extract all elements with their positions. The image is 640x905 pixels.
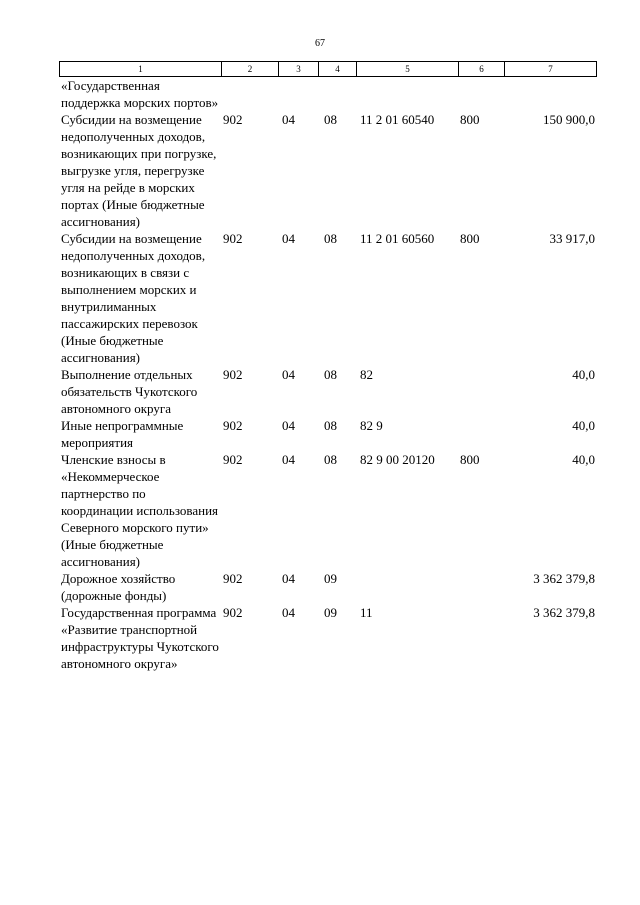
row-rz xyxy=(278,77,318,111)
row-sum: 40,0 xyxy=(572,367,595,382)
table-row xyxy=(59,77,597,111)
row-sum xyxy=(504,77,595,111)
row-vr xyxy=(458,417,504,451)
row-ved: 902 xyxy=(223,231,243,246)
header-col-6: 6 xyxy=(459,62,505,76)
row-rz: 04 xyxy=(282,418,295,433)
row-csr xyxy=(356,77,458,111)
row-vr: 800 xyxy=(460,231,480,246)
table-row xyxy=(59,604,597,672)
row-rz: 04 xyxy=(282,231,295,246)
row-csr: 11 2 01 60560 xyxy=(360,231,435,246)
row-csr: 82 9 00 20120 xyxy=(360,452,435,467)
row-sum: 33 917,0 xyxy=(549,231,595,246)
table-row xyxy=(59,417,597,451)
row-rz: 04 xyxy=(282,571,295,586)
row-ved: 902 xyxy=(223,452,243,467)
header-col-1: 1 xyxy=(60,62,222,76)
row-rz: 04 xyxy=(282,605,295,620)
table-body xyxy=(59,77,597,672)
row-vr xyxy=(458,570,504,604)
row-name: Иные непрограммные мероприятия xyxy=(61,418,184,450)
table-row xyxy=(59,111,597,230)
row-pr: 09 xyxy=(324,605,337,620)
row-csr: 82 xyxy=(360,367,373,382)
row-ved: 902 xyxy=(223,418,243,433)
row-pr: 08 xyxy=(324,452,337,467)
row-ved: 902 xyxy=(223,571,243,586)
row-vr xyxy=(458,604,504,672)
row-sum: 150 900,0 xyxy=(543,112,595,127)
row-name: Государственная программа «Развитие транспортной инфраструктуры Чукотского автономного округа» xyxy=(61,605,219,671)
row-pr xyxy=(318,77,356,111)
row-name: Дорожное хозяйство (дорожные фонды) xyxy=(61,571,176,603)
row-sum: 3 362 379,8 xyxy=(533,571,595,586)
header-col-2: 2 xyxy=(222,62,279,76)
row-sum: 40,0 xyxy=(572,452,595,467)
row-rz: 04 xyxy=(282,367,295,382)
row-rz: 04 xyxy=(282,452,295,467)
header-col-4: 4 xyxy=(319,62,357,76)
row-name: Субсидии на возмещение недополученных доходов, возникающих при погрузке, выгрузке угля, перегрузке угля на рейде в морских портах (Иные бюджетные ассигнования) xyxy=(61,112,217,229)
row-rz: 04 xyxy=(282,112,295,127)
table-header xyxy=(59,61,597,77)
row-ved: 902 xyxy=(223,112,243,127)
row-sum: 40,0 xyxy=(572,418,595,433)
header-col-3: 3 xyxy=(279,62,319,76)
row-csr: 11 xyxy=(360,605,373,620)
row-pr: 08 xyxy=(324,112,337,127)
row-csr xyxy=(356,570,458,604)
table-row xyxy=(59,570,597,604)
table-row xyxy=(59,230,597,366)
header-col-7: 7 xyxy=(548,64,553,74)
header-col-5: 5 xyxy=(357,62,459,76)
row-name: «Государственная поддержка морских портов» xyxy=(61,78,219,110)
row-ved: 902 xyxy=(223,367,243,382)
row-name: Членские взносы в «Некоммерческое партнерство по координации использования Северного морского пути» (Иные бюджетные ассигнования) xyxy=(61,452,219,569)
row-pr: 08 xyxy=(324,418,337,433)
page-number: 67 xyxy=(315,38,325,49)
row-pr: 08 xyxy=(324,367,337,382)
row-name: Выполнение отдельных обязательств Чукотского автономного округа xyxy=(61,367,198,416)
row-vr xyxy=(458,77,504,111)
row-pr: 08 xyxy=(324,231,337,246)
row-ved xyxy=(221,77,278,111)
row-vr: 800 xyxy=(460,452,480,467)
row-csr: 82 9 xyxy=(360,418,383,433)
row-name: Субсидии на возмещение недополученных доходов, возникающих в связи с выполнением морских и внутрилиманных пассажирских перевозок (Иные бюджетные ассигнования) xyxy=(61,231,206,365)
table-row xyxy=(59,366,597,417)
row-csr: 11 2 01 60540 xyxy=(360,112,435,127)
table-row xyxy=(59,451,597,570)
row-ved: 902 xyxy=(223,605,243,620)
row-sum: 3 362 379,8 xyxy=(533,605,595,620)
row-pr: 09 xyxy=(324,571,337,586)
row-vr: 800 xyxy=(460,112,480,127)
row-vr xyxy=(458,366,504,417)
